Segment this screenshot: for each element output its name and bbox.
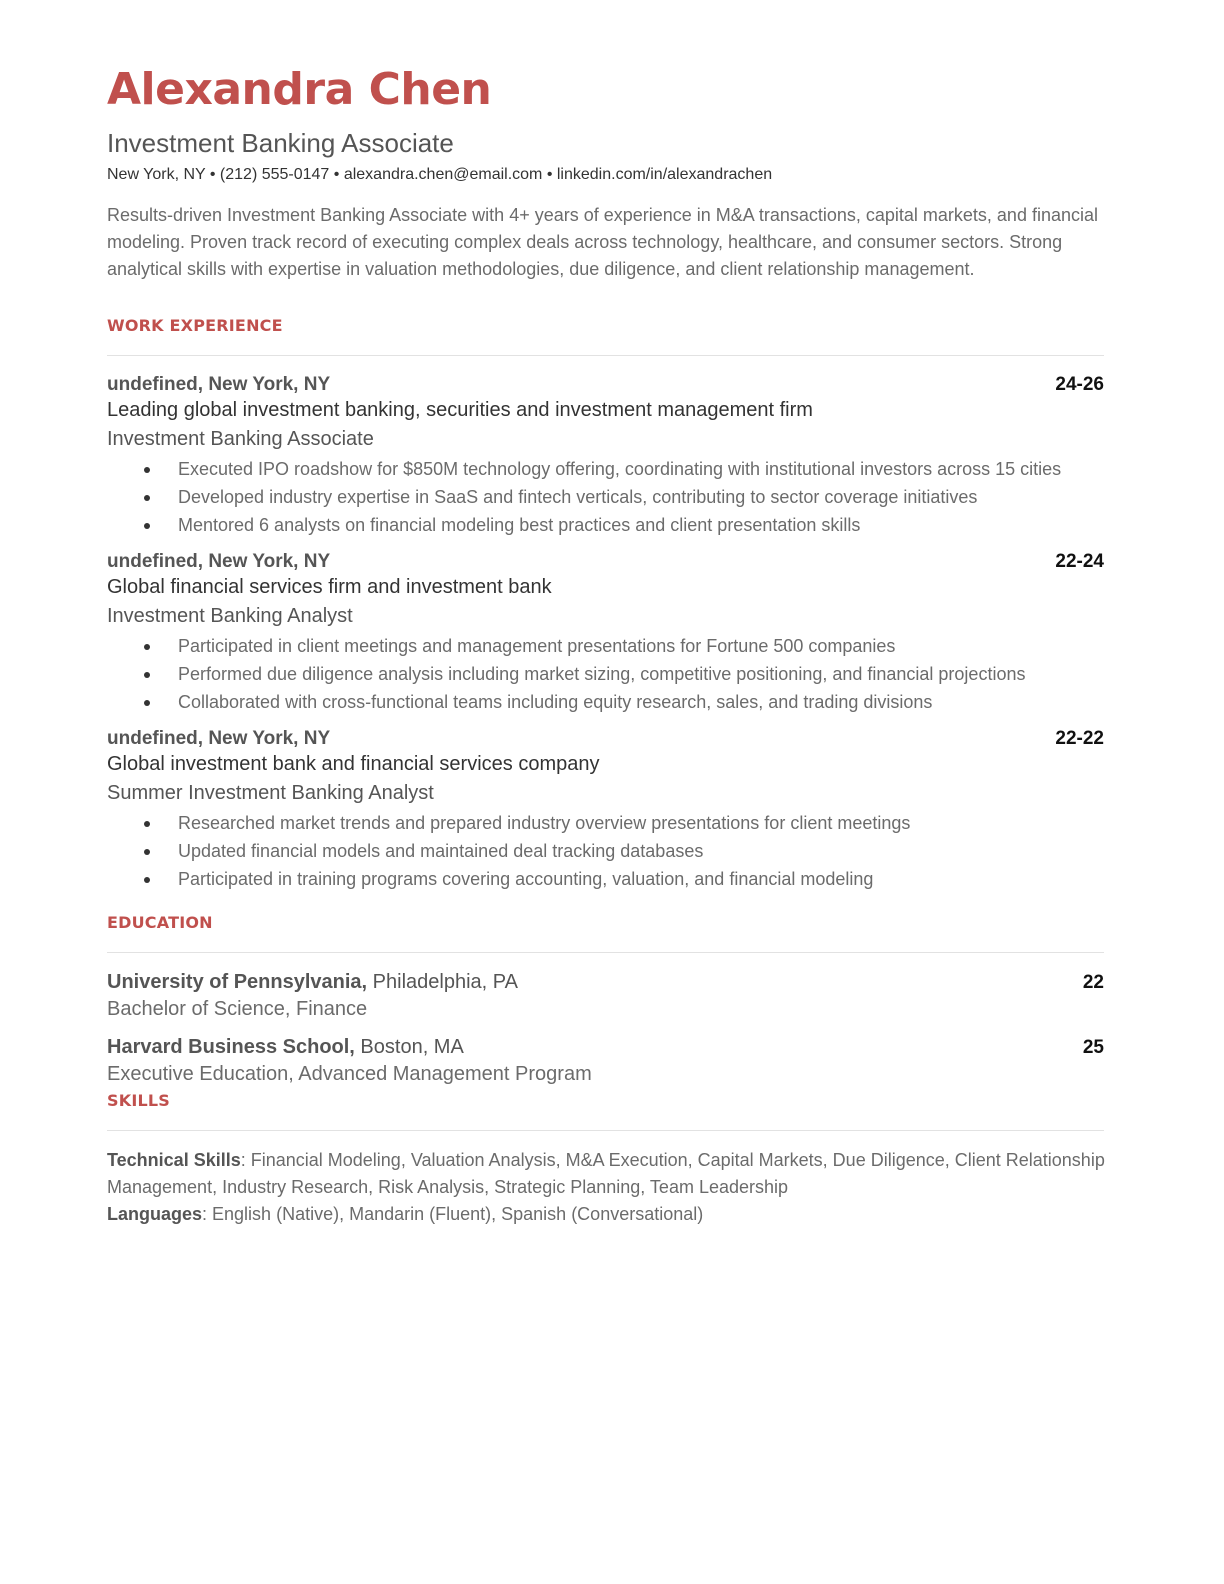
candidate-name: Alexandra Chen bbox=[107, 64, 492, 115]
job-bullet: Executed IPO roadshow for $850M technology offering, coordinating with institutional investors across 15 cities bbox=[178, 456, 1104, 483]
job-role: Investment Banking Associate bbox=[107, 428, 374, 450]
job-company-description: Global investment bank and financial services company bbox=[107, 753, 600, 775]
technical-skills-value: : Financial Modeling, Valuation Analysis, M&A Execution, Capital Markets, Due Diligence, Client Relationship Management, Industry Research, Risk Analysis, Strategic Planning, Team Leadership bbox=[107, 1150, 1105, 1197]
job-bullet-list bbox=[107, 810, 1104, 893]
job-dates: 22-22 bbox=[1055, 728, 1104, 749]
job-header bbox=[107, 728, 1104, 750]
skills-heading: SKILLS bbox=[107, 1091, 170, 1110]
education-school: Harvard Business School, bbox=[107, 1036, 355, 1058]
education-year: 22 bbox=[1082, 972, 1104, 993]
technical-skills bbox=[107, 1147, 1105, 1201]
education-school-line bbox=[107, 1036, 464, 1059]
section-divider bbox=[107, 355, 1104, 356]
education-entry bbox=[107, 971, 1104, 1024]
education-school: University of Pennsylvania, bbox=[107, 971, 368, 993]
job-entry bbox=[107, 551, 1104, 716]
job-role: Investment Banking Analyst bbox=[107, 605, 353, 627]
technical-skills-label: Technical Skills bbox=[107, 1150, 241, 1170]
contact-line: New York, NY • (212) 555-0147 • alexandra.chen@email.com • linkedin.com/in/alexandrachen bbox=[107, 166, 773, 183]
languages bbox=[107, 1201, 1105, 1228]
languages-label: Languages bbox=[107, 1204, 203, 1224]
work-experience-heading: WORK EXPERIENCE bbox=[107, 316, 283, 335]
education-degree: Executive Education, Advanced Management Program bbox=[107, 1063, 592, 1085]
education-header bbox=[107, 971, 1104, 994]
education-year: 25 bbox=[1082, 1037, 1104, 1058]
job-entry bbox=[107, 374, 1104, 539]
education-heading: EDUCATION bbox=[107, 913, 213, 932]
job-organization: undefined, New York, NY bbox=[107, 728, 331, 749]
education-location: Boston, MA bbox=[354, 1036, 464, 1058]
section-divider bbox=[107, 1130, 1104, 1131]
job-company-description: Global financial services firm and investment bank bbox=[107, 576, 552, 598]
job-bullet: Developed industry expertise in SaaS and fintech verticals, contributing to sector coverage initiatives bbox=[178, 484, 1104, 511]
job-bullet: Collaborated with cross-functional teams including equity research, sales, and trading divisions bbox=[178, 689, 1104, 716]
job-dates: 24-26 bbox=[1055, 374, 1104, 395]
job-bullet: Performed due diligence analysis including market sizing, competitive positioning, and financial projections bbox=[178, 661, 1104, 688]
professional-summary: Results-driven Investment Banking Associate with 4+ years of experience in M&A transactions, capital markets, and financial modeling. Proven track record of executing complex deals across technology, healthcare, and consumer sectors. Strong analytical skills with expertise in valuation methodologies, due diligence, and client relationship management. bbox=[107, 205, 1098, 279]
education-school-line bbox=[107, 971, 518, 994]
job-bullet: Researched market trends and prepared industry overview presentations for client meetings bbox=[178, 810, 1104, 837]
job-role: Summer Investment Banking Analyst bbox=[107, 782, 434, 804]
education-entry bbox=[107, 1036, 1104, 1089]
job-bullet: Participated in training programs covering accounting, valuation, and financial modeling bbox=[178, 866, 1104, 893]
job-bullet: Participated in client meetings and management presentations for Fortune 500 companies bbox=[178, 633, 1104, 660]
job-header bbox=[107, 551, 1104, 573]
education-location: Philadelphia, PA bbox=[367, 971, 518, 993]
job-entry bbox=[107, 728, 1104, 893]
job-organization: undefined, New York, NY bbox=[107, 551, 331, 572]
job-header bbox=[107, 374, 1104, 396]
education-header bbox=[107, 1036, 1104, 1059]
job-company-description: Leading global investment banking, securities and investment management firm bbox=[107, 399, 813, 421]
job-bullet-list bbox=[107, 633, 1104, 716]
job-bullet: Updated financial models and maintained deal tracking databases bbox=[178, 838, 1104, 865]
job-bullet-list bbox=[107, 456, 1104, 539]
candidate-title: Investment Banking Associate bbox=[107, 128, 454, 158]
languages-value: : English (Native), Mandarin (Fluent), Spanish (Conversational) bbox=[202, 1204, 704, 1224]
job-organization: undefined, New York, NY bbox=[107, 374, 331, 395]
job-bullet: Mentored 6 analysts on financial modeling best practices and client presentation skills bbox=[178, 512, 1104, 539]
job-dates: 22-24 bbox=[1055, 551, 1104, 572]
section-divider bbox=[107, 952, 1104, 953]
education-degree: Bachelor of Science, Finance bbox=[107, 998, 368, 1020]
